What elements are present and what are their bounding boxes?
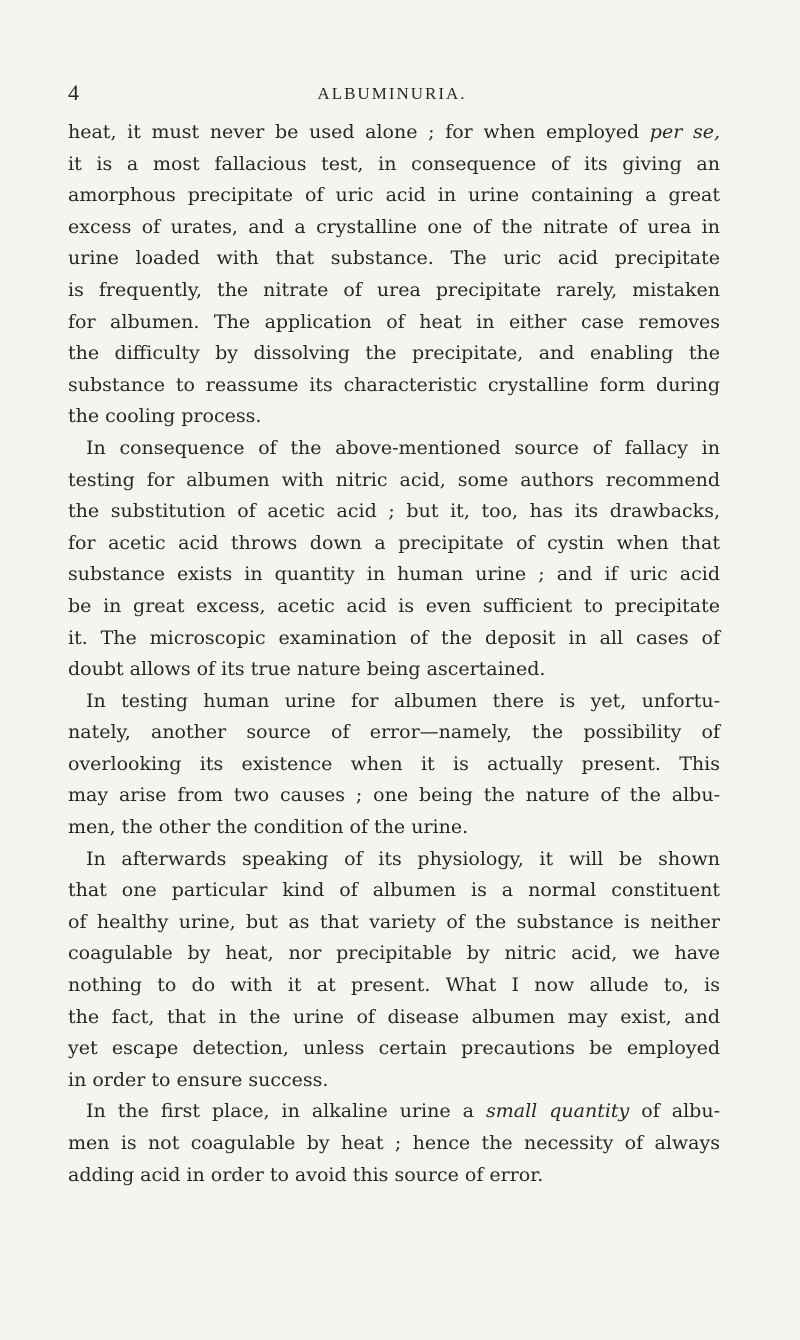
body-text (68, 117, 720, 1191)
text-line: overlooking its existence when it is actually present. This (68, 752, 720, 775)
text-line: nately, another source of error—namely, the possibility of (68, 721, 720, 744)
text-line: for acetic acid throws down a precipitate of cystin when that (68, 531, 720, 554)
paragraph-start-line: In afterwards speaking of its physiology, it will be shown (86, 847, 720, 870)
text-line: substance to reassume its characteristic crystalline form during (68, 373, 720, 396)
text-line: the substitution of acetic acid ; but it, too, has its drawbacks, (68, 500, 720, 523)
paragraph-start-line: In the first place, in alkaline urine a small quantity of albu- (86, 1100, 720, 1123)
text-line: the cooling process. (68, 405, 262, 428)
text-line: coagulable by heat, nor precipitable by nitric acid, we have (68, 942, 720, 965)
text-line: it. The microscopic examination of the deposit in all cases of (68, 626, 720, 649)
text-line: the fact, that in the urine of disease albumen may exist, and (68, 1005, 720, 1028)
text-line: for albumen. The application of heat in either case removes (68, 310, 720, 333)
paragraph-start-line: In testing human urine for albumen there is yet, unfortu- (86, 689, 720, 712)
text-line: men, the other the condition of the urine. (68, 816, 469, 839)
text-line: be in great excess, acetic acid is even sufficient to precipitate (68, 594, 720, 617)
text-line: is frequently, the nitrate of urea precipitate rarely, mistaken (68, 278, 720, 301)
text-line: urine loaded with that substance. The uric acid precipitate (68, 247, 720, 270)
text-line: the difficulty by dissolving the precipitate, and enabling the (68, 342, 720, 365)
text-line: amorphous precipitate of uric acid in urine containing a great (68, 184, 720, 207)
running-head: ALBUMINURIA. (317, 84, 467, 103)
paragraph-start-line: In consequence of the above-mentioned source of fallacy in (86, 436, 720, 459)
text-line: yet escape detection, unless certain precautions be employed (68, 1037, 720, 1060)
text-line: heat, it must never be used alone ; for when employed per se, (68, 121, 720, 143)
text-line: men is not coagulable by heat ; hence the necessity of always (68, 1132, 720, 1154)
text-line: of healthy urine, but as that variety of the substance is neither (68, 910, 720, 933)
text-line: excess of urates, and a crystalline one of the nitrate of urea in (68, 215, 720, 238)
page-number: 4 (68, 80, 79, 105)
text-line: testing for albumen with nitric acid, some authors recommend (68, 468, 720, 491)
text-line: adding acid in order to avoid this source of error. (68, 1163, 544, 1186)
text-line: nothing to do with it at present. What I now allude to, is (68, 974, 720, 997)
text-line: may arise from two causes ; one being the nature of the albu- (68, 784, 720, 807)
text-line: doubt allows of its true nature being ascertained. (68, 658, 546, 681)
italic-phrase: per se, (649, 121, 720, 143)
text-line: that one particular kind of albumen is a normal constituent (68, 879, 720, 902)
text-line: it is a most fallacious test, in consequence of its giving an (68, 152, 720, 175)
page-header (68, 80, 716, 110)
text-line: substance exists in quantity in human urine ; and if uric acid (68, 563, 720, 586)
text-line: in order to ensure success. (68, 1068, 329, 1091)
italic-phrase: small quantity (485, 1100, 630, 1123)
